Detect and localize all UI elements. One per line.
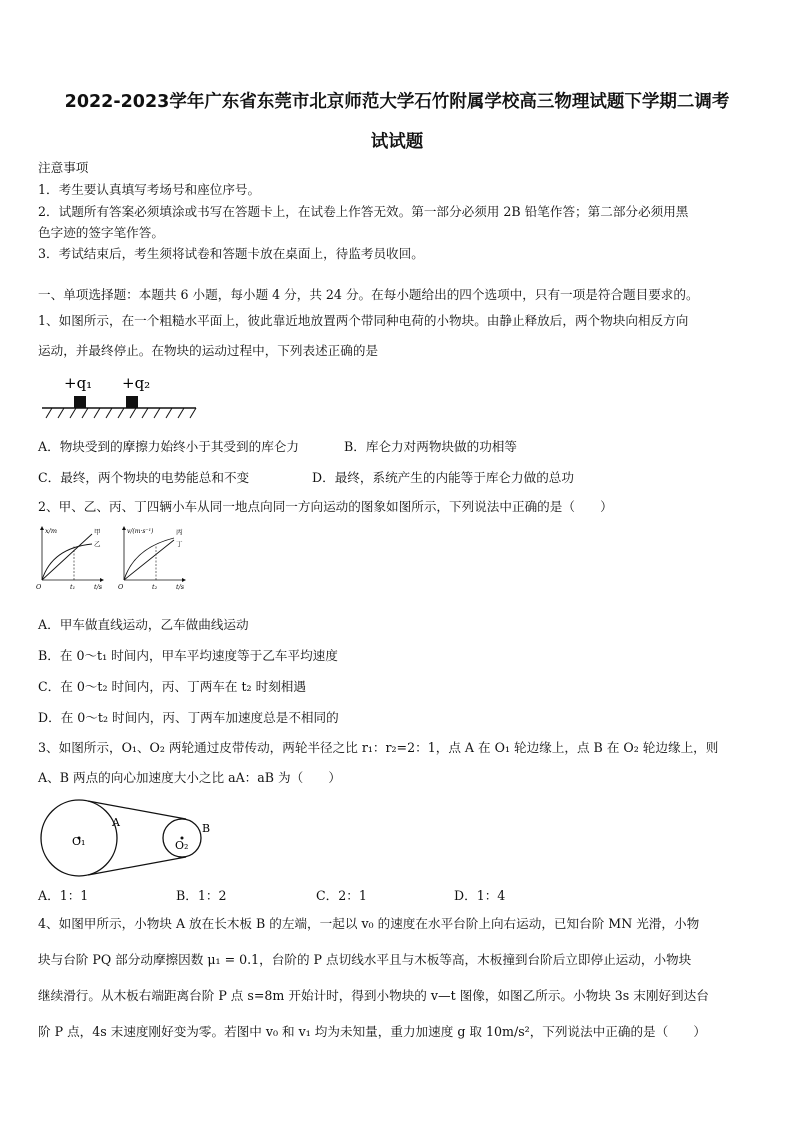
page-title-line1: 2022-2023学年广东省东莞市北京师范大学石竹附属学校高三物理试题下学期二调考 (64, 92, 730, 112)
q2-right-origin: O (118, 583, 124, 591)
q2-right-xlabel: t/s (176, 583, 185, 591)
q3-belt-bottom (88, 857, 186, 875)
q3-label-o2: O₂ (175, 839, 189, 852)
notice-item-2-cont: 色字迹的签字笔作答。 (38, 225, 164, 240)
q1-fig-label-q1: +q₁ (64, 374, 93, 392)
q3-label-b: B (202, 822, 211, 835)
q3-stem-line2: A、B 两点的向心加速度大小之比 aA：aB 为（ ） (38, 770, 342, 785)
notice-item-2: 2．试题所有答案必须填涂或书写在答题卡上，在试卷上作答无效。第一部分必须用 2B 铅笔作答；第二部分必须用黑 (38, 204, 689, 219)
q3-option-b: B．1：2 (176, 888, 227, 903)
notice-item-1: 1．考生要认真填写考场号和座位序号。 (38, 182, 261, 197)
q2-right-curve-bing-label: 丙 (176, 528, 183, 536)
q4-line-2: 块与台阶 PQ 部分动摩擦因数 μ₁ = 0.1，台阶的 P 点切线水平且与木板等高，木板撞到台阶后立即停止运动，小物块 (38, 952, 692, 967)
q3-label-a: A (112, 816, 120, 829)
section-heading: 一、单项选择题：本题共 6 小题，每小题 4 分，共 24 分。在每小题给出的四个选项中，只有一项是符合题目要求的。 (38, 287, 699, 302)
q4-line-1: 4、如图甲所示，小物块 A 放在长木板 B 的左端，一起以 v₀ 的速度在水平台阶上向右运动，已知台阶 MN 光滑，小物 (38, 916, 700, 931)
q1-figure (40, 368, 200, 424)
q1-option-b: B．库仑力对两物块做的功相等 (344, 439, 517, 454)
q4-line-3: 继续滑行。从木板右端距离台阶 P 点 s=8m 开始计时，得到小物块的 v—t 图像，如图乙所示。小物块 3s 末刚好到达台 (38, 988, 709, 1003)
q1-stem-line2: 运动，并最终停止。在物块的运动过程中，下列表述正确的是 (38, 343, 379, 358)
q3-option-d: D．1：4 (454, 888, 506, 903)
q3-option-c: C．2：1 (316, 888, 367, 903)
q2-figure-right (116, 524, 196, 592)
q2-left-origin: O (36, 583, 42, 591)
q2-option-d: D．在 0～t₂ 时间内，丙、丁两车加速度总是不相同的 (38, 710, 339, 725)
q2-right-curve-ding-label: 丁 (176, 540, 183, 548)
q2-left-tick: t₁ (70, 583, 76, 591)
q3-option-a: A．1：1 (38, 888, 89, 903)
q1-block-2 (126, 396, 138, 408)
q1-option-d: D．最终，系统产生的内能等于库仑力做的总功 (312, 470, 574, 485)
q2-left-line-jia (42, 534, 92, 580)
q1-option-a: A．物块受到的摩擦力始终小于其受到的库仑力 (38, 439, 299, 454)
q1-ground-hatch (46, 408, 196, 418)
q1-option-c: C．最终，两个物块的电势能总和不变 (38, 470, 250, 485)
q1-fig-label-q2: +q₂ (122, 374, 151, 392)
q2-left-xlabel: t/s (94, 583, 103, 591)
q3-belt-top (88, 801, 186, 819)
q2-right-line-ding (124, 540, 174, 580)
q1-stem-line1: 1、如图所示，在一个粗糙水平面上，彼此靠近地放置两个带同种电荷的小物块。由静止释放后，两个物块向相反方向 (38, 313, 689, 328)
q2-left-ylabel: x/m (45, 527, 58, 535)
q2-left-curve-yi-label: 乙 (94, 540, 101, 548)
q2-left-curve-jia-label: 甲 (94, 528, 101, 536)
notice-heading: 注意事项 (38, 160, 89, 175)
q3-label-o1: O₁ (72, 835, 86, 848)
page-title-line2: 试试题 (370, 132, 424, 152)
notice-item-3: 3．考试结束后，考生须将试卷和答题卡放在桌面上，待监考员收回。 (38, 246, 424, 261)
q2-figure-left (34, 524, 114, 592)
q2-option-c: C．在 0～t₂ 时间内，丙、丁两车在 t₂ 时刻相遇 (38, 679, 306, 694)
q2-stem: 2、甲、乙、丙、丁四辆小车从同一地点向同一方向运动的图象如图所示，下列说法中正确的是（ ） (38, 499, 613, 514)
q4-line-4: 阶 P 点，4s 末速度刚好变为零。若图中 v₀ 和 v₁ 均为未知量，重力加速度 g 取 10m/s²，下列说法中正确的是（ ） (38, 1024, 707, 1039)
q2-right-tick: t₂ (152, 583, 158, 591)
q2-option-a: A．甲车做直线运动，乙车做曲线运动 (38, 617, 249, 632)
q3-stem-line1: 3、如图所示，O₁、O₂ 两轮通过皮带传动，两轮半径之比 r₁：r₂=2：1，点 A 在 O₁ 轮边缘上，点 B 在 O₂ 轮边缘上，则 (38, 740, 719, 755)
q3-figure (36, 796, 226, 880)
q2-left-curve-yi (42, 544, 92, 580)
q2-option-b: B．在 0～t₁ 时间内，甲车平均速度等于乙车平均速度 (38, 648, 338, 663)
q1-block-1 (74, 396, 86, 408)
q2-right-ylabel: v/(m·s⁻¹) (127, 528, 154, 535)
